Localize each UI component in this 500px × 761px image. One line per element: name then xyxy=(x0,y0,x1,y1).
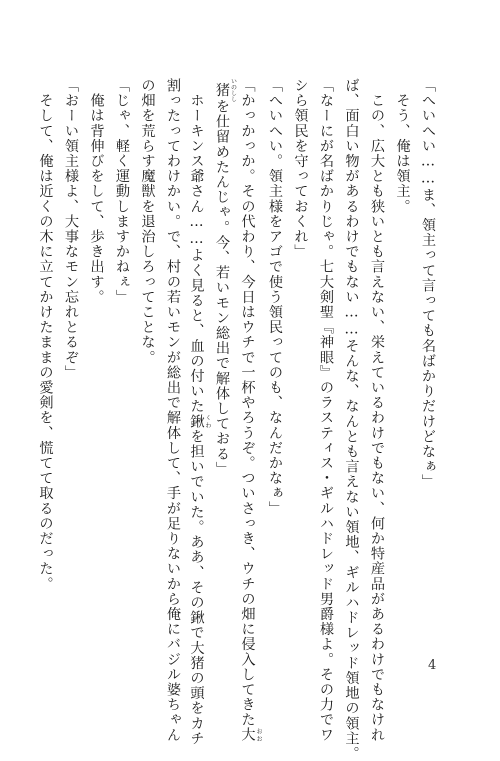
ruby-boar: 猪 いのしし xyxy=(214,78,237,102)
text-line: ば、面白い物があるわけでもない……そんな、なんとも言えない領地、ギルハドレッド領地の領主。 xyxy=(343,78,360,761)
text-line: の畑を荒らす魔獣を退治しろってことな。 xyxy=(139,78,156,365)
text-line: 「じゃ、軽く運動しますかねぇ」 xyxy=(114,78,130,305)
vertical-text-block xyxy=(32,78,440,761)
text-line: 「かっかっか。その代わり、今日はウチで一杯やろうぞ。ついさっき、ウチの畑に侵入してきた大 おお xyxy=(239,78,262,743)
text-line: 猪 いのししを仕留めたんじゃ。今、若いモン総出で解体しておる」 xyxy=(214,78,237,477)
text-line: 「おーい領主様よ、大事なモン忘れとるぞ」 xyxy=(63,78,79,380)
text-line: 「へいへい……ま、領主って言っても名ばかりだけどなぁ」 xyxy=(420,78,436,490)
text-line: 「へいへい。領主様をアゴで使う領民ってのも、なんだかなぁ」 xyxy=(267,78,283,516)
text-line: 俺は背伸びをして、歩き出す。 xyxy=(88,78,105,305)
text-line: この、広大とも狭いとも言えない、栄えているわけでもない、何か特産品があるわけでもなけれ xyxy=(369,78,385,743)
ruby-hoe: 鍬 くわ xyxy=(188,413,211,429)
text-line: そう、俺は領主。 xyxy=(394,78,411,214)
text-line: シら領民を守っておくれ」 xyxy=(292,78,309,260)
text-line: 「なーにが名ばかりじゃ。七大剣聖『神眼』のラスティス・ギルハドレッド男爵様よ。その力でワ xyxy=(318,78,334,743)
page-number: 4 xyxy=(428,658,437,673)
ruby-big: 大 おお xyxy=(239,727,262,743)
text-line: 割ったってわけかい。で、村の若いモンが総出で解体して、手が足りないから俺にバジル婆ちゃん xyxy=(165,78,181,743)
text-line: そして、俺は近くの木に立てかけたままの愛剣を、慌てて取るのだった。 xyxy=(37,78,54,592)
text-line: ホーキンス爺さん……よく見ると、血の付いた鍬 くわを担いでいた。ああ、その鍬で大猪の頭をカチ xyxy=(188,78,211,747)
